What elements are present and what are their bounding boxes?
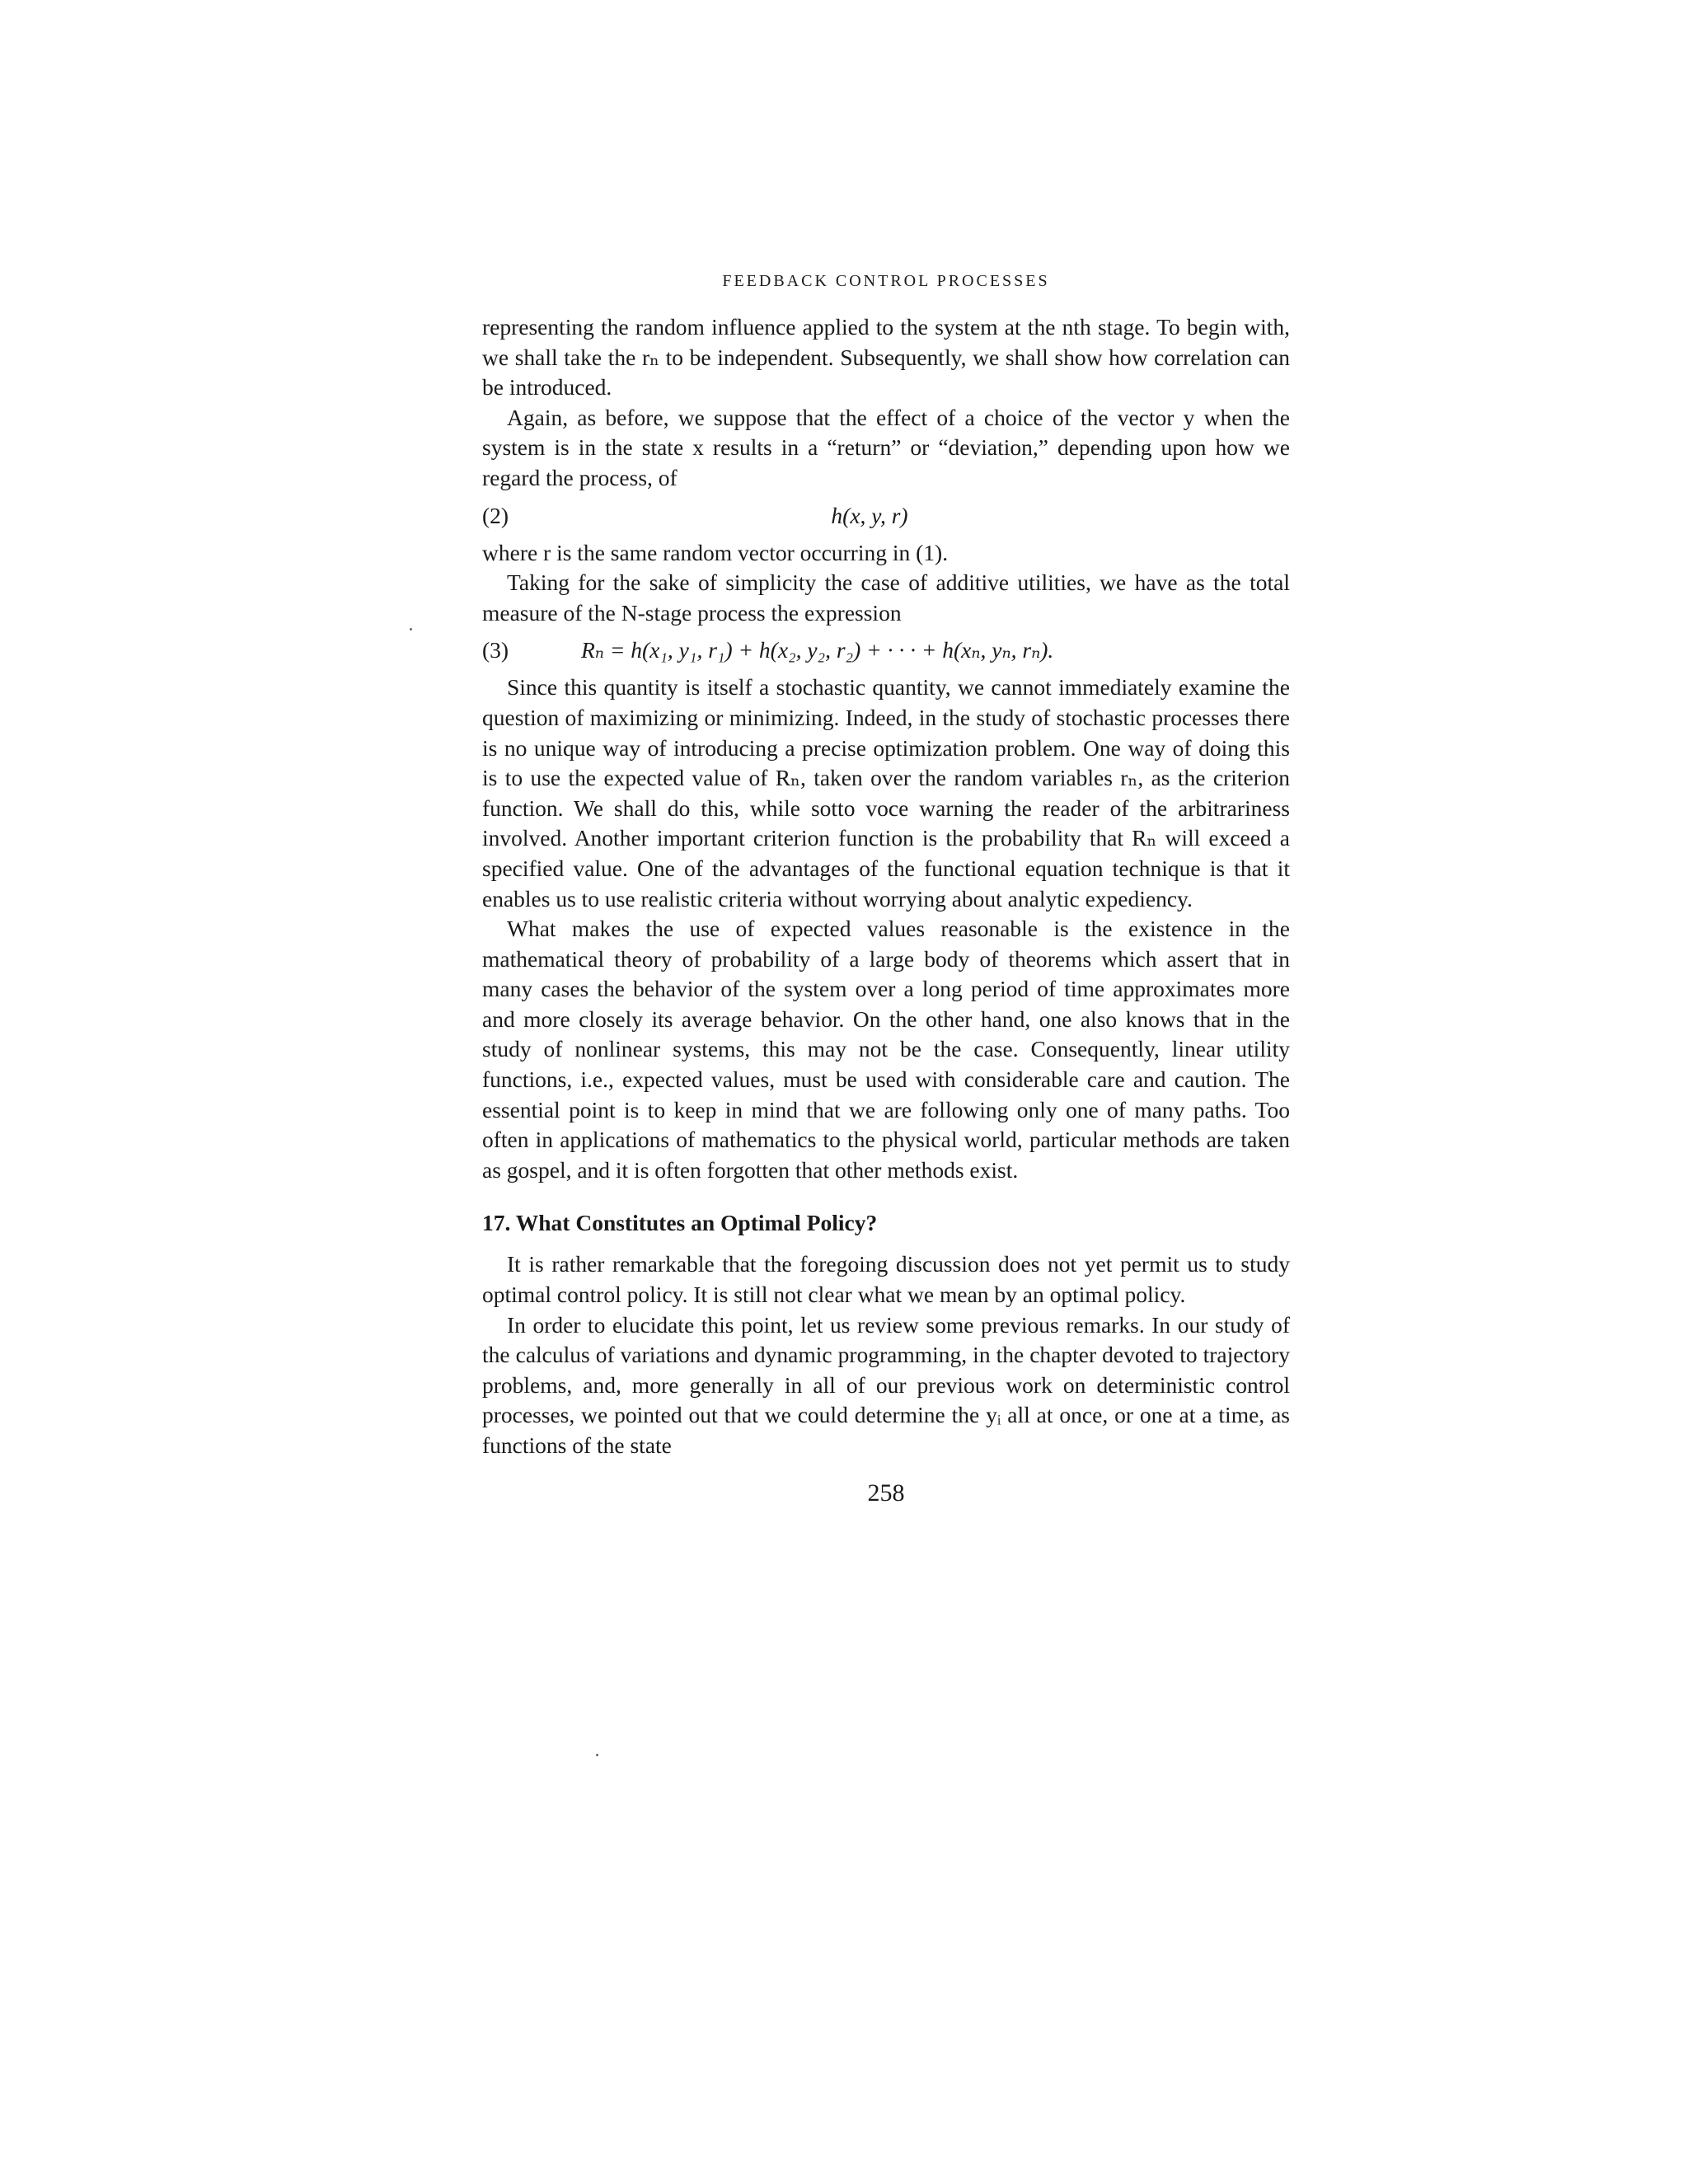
- paragraph-2: Again, as before, we suppose that the effect of a choice of the vector y when the system is in the state x results in a “return” or “deviation,” depending upon how we regard the process, of: [482, 404, 1290, 490]
- scan-speck: [410, 628, 412, 630]
- paragraph-8: In order to elucidate this point, let us review some previous remarks. In our study of the calculus of variations and dynamic programming, in the chapter devoted to trajectory problems, and, more generally in all of our previous work on deterministic control processes, we pointed out that we could determine the yᵢ all at once, or one at a time, as functions of the state: [482, 1311, 1290, 1458]
- scan-speck: [596, 1754, 598, 1756]
- equation-3: [482, 628, 1290, 673]
- running-head: FEEDBACK CONTROL PROCESSES: [722, 272, 1050, 290]
- paragraph-3: where r is the same random vector occurring in (1).: [482, 539, 949, 565]
- equation-3-body: Rₙ = h(x₁, y₁, r₁) + h(x₂, y₂, r₂) + · · · + h(xₙ, yₙ, rₙ).: [581, 637, 1054, 663]
- paragraph-7: It is rather remarkable that the foregoing discussion does not yet permit us to study optimal control policy. It is still not clear what we mean by an optimal policy.: [482, 1251, 1290, 1308]
- book-page: [482, 272, 1290, 1507]
- paragraph-6: What makes the use of expected values reasonable is the existence in the mathematical theory of probability of a large body of theorems which assert that in many cases the behavior of the system over a long period of time approximates more and more closely its average behavior. On the other hand, one also knows that in the study of nonlinear systems, this may not be the case. Consequently, linear utility functions, i.e., expected values, must be used with considerable care and caution. The essential point is to keep in mind that we are following only one of many paths. Too often in applications of mathematics to the physical world, particular methods are taken as gospel, and it is often forgotten that other methods exist.: [482, 916, 1290, 1183]
- page-number: 258: [867, 1479, 905, 1507]
- equation-2: [482, 494, 1290, 538]
- equation-3-number: (3): [482, 637, 509, 663]
- equation-2-body: h(x, y, r): [831, 502, 908, 528]
- paragraph-5: Since this quantity is itself a stochastic quantity, we cannot immediately examine the question of maximizing or minimizing. Indeed, in the study of stochastic processes there is no unique way of introducing a precise optimization problem. One way of doing this is to use the expected value of Rₙ, taken over the random variables rₙ, as the criterion function. We shall do this, while sotto voce warning the reader of the arbitrariness involved. Another important criterion function is the probability that Rₙ will exceed a specified value. One of the advantages of the functional equation technique is that it enables us to use realistic criteria without worrying about analytic expediency.: [482, 674, 1290, 912]
- section-heading: 17. What Constitutes an Optimal Policy?: [482, 1210, 878, 1236]
- paragraph-1: representing the random influence applied to the system at the nth stage. To begin with, we shall take the rₙ to be independent. Subsequently, we shall show how correlation can be introduced.: [482, 314, 1290, 401]
- equation-2-number: (2): [482, 502, 509, 528]
- paragraph-4: Taking for the sake of simplicity the case of additive utilities, we have as the total measure of the N-stage process the expression: [482, 569, 1290, 626]
